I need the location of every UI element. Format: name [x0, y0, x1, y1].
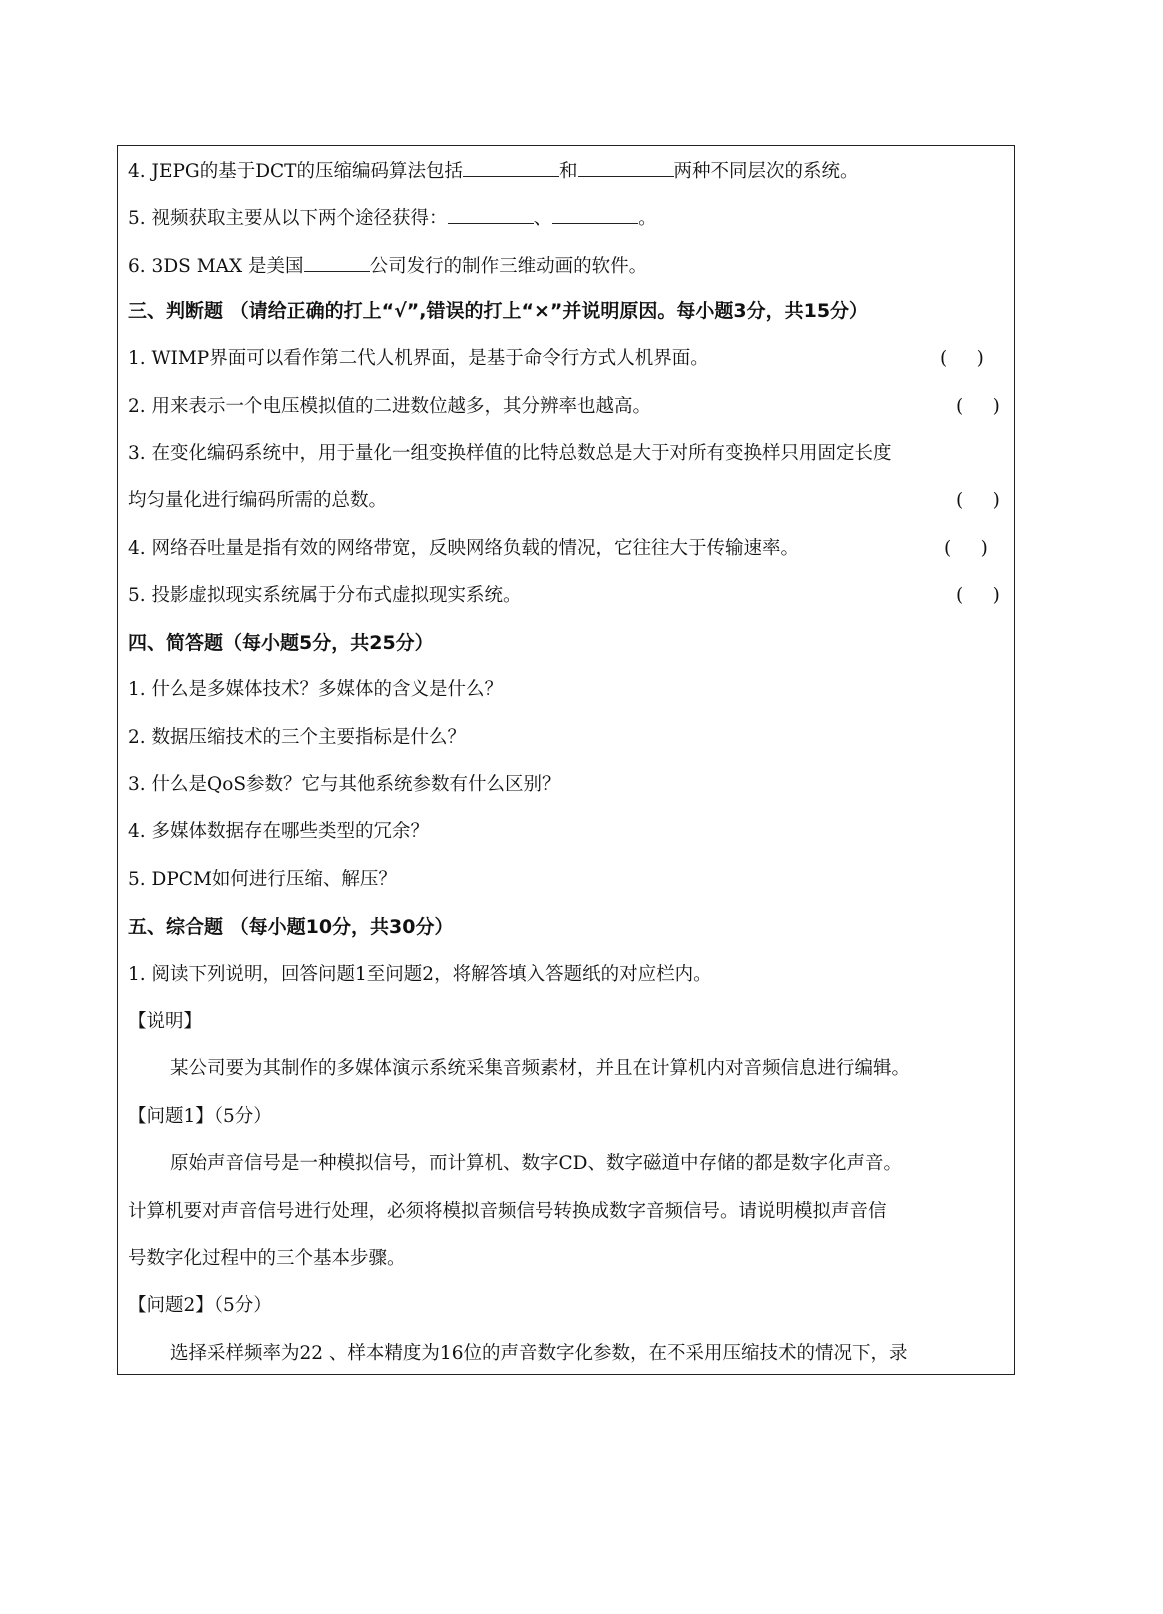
question-text: 视频获取主要从以下两个途径获得： [151, 208, 448, 229]
description-label: 【说明】 [128, 1011, 203, 1032]
question-text: JEPG的基于DCT的压缩编码算法包括 [151, 161, 464, 182]
judge-item: 2. 用来表示一个电压模拟值的二进数位越多，其分辨率也越高。 [128, 396, 652, 417]
question-number: 4. [128, 161, 146, 182]
question-number: 6. [128, 256, 146, 277]
answer-parentheses[interactable]: ( ) [956, 585, 1000, 606]
short-item: 3. 什么是QoS参数？它与其他系统参数有什么区别？ [128, 774, 561, 795]
problem-1-label: 【问题1】（5分） [128, 1106, 272, 1127]
judge-item: 5. 投影虚拟现实系统属于分布式虚拟现实系统。 [128, 585, 522, 606]
question-text: 。 [638, 208, 657, 229]
section-short-title: 四、简答题（每小题5分，共25分） [128, 632, 434, 654]
blank-question-6 [128, 253, 647, 279]
short-item: 1. 什么是多媒体技术？多媒体的含义是什么？ [128, 679, 504, 700]
short-item: 5. DPCM如何进行压缩、解压？ [128, 869, 397, 890]
question-text: 两种不同层次的系统。 [673, 161, 859, 182]
blank-question-5 [128, 205, 657, 231]
problem-1-text: 原始声音信号是一种模拟信号，而计算机、数字CD、数字磁道中存储的都是数字化声音。 [170, 1153, 902, 1174]
short-item: 2. 数据压缩技术的三个主要指标是什么？ [128, 727, 467, 748]
answer-blank[interactable] [304, 253, 370, 272]
answer-blank[interactable] [448, 205, 534, 224]
exam-page-frame [117, 145, 1015, 1375]
problem-2-text: 选择采样频率为22 、样本精度为16位的声音数字化参数，在不采用压缩技术的情况下，录 [170, 1343, 908, 1364]
question-text: 公司发行的制作三维动画的软件。 [369, 256, 648, 277]
problem-1-text: 号数字化过程中的三个基本步骤。 [128, 1248, 406, 1269]
question-text: 3DS MAX 是美国 [151, 256, 304, 277]
description-text: 某公司要为其制作的多媒体演示系统采集音频素材，并且在计算机内对音频信息进行编辑。 [170, 1058, 911, 1079]
judge-item: 3. 在变化编码系统中，用于量化一组变换样值的比特总数总是大于对所有变换样只用固定长度 [128, 443, 892, 464]
answer-parentheses[interactable]: ( ) [956, 396, 1000, 417]
section-judge-title: 三、判断题 （请给正确的打上“√”,错误的打上“×”并说明原因。每小题3分，共15分） [128, 300, 869, 322]
question-text: 和 [559, 161, 578, 182]
answer-blank[interactable] [552, 205, 638, 224]
judge-item: 1. WIMP界面可以看作第二代人机界面，是基于命令行方式人机界面。 [128, 348, 709, 369]
section-comp-title: 五、综合题 （每小题10分，共30分） [128, 916, 454, 938]
answer-blank[interactable] [463, 158, 559, 177]
problem-2-label: 【问题2】（5分） [128, 1295, 272, 1316]
comp-intro: 1. 阅读下列说明，回答问题1至问题2，将解答填入答题纸的对应栏内。 [128, 964, 712, 985]
judge-item: 4. 网络吞吐量是指有效的网络带宽，反映网络负载的情况，它往往大于传输速率。 [128, 538, 800, 559]
question-number: 5. [128, 208, 146, 229]
answer-parentheses[interactable]: ( ) [956, 490, 1000, 511]
blank-question-4 [128, 158, 859, 184]
problem-1-text: 计算机要对声音信号进行处理，必须将模拟音频信号转换成数字音频信号。请说明模拟声音信 [128, 1201, 887, 1222]
answer-parentheses[interactable]: ( ) [944, 538, 988, 559]
short-item: 4. 多媒体数据存在哪些类型的冗余？ [128, 821, 430, 842]
answer-parentheses[interactable]: ( ) [940, 348, 984, 369]
judge-item-continued: 均匀量化进行编码所需的总数。 [128, 490, 388, 511]
answer-blank[interactable] [578, 158, 674, 177]
question-text: 、 [533, 208, 553, 229]
